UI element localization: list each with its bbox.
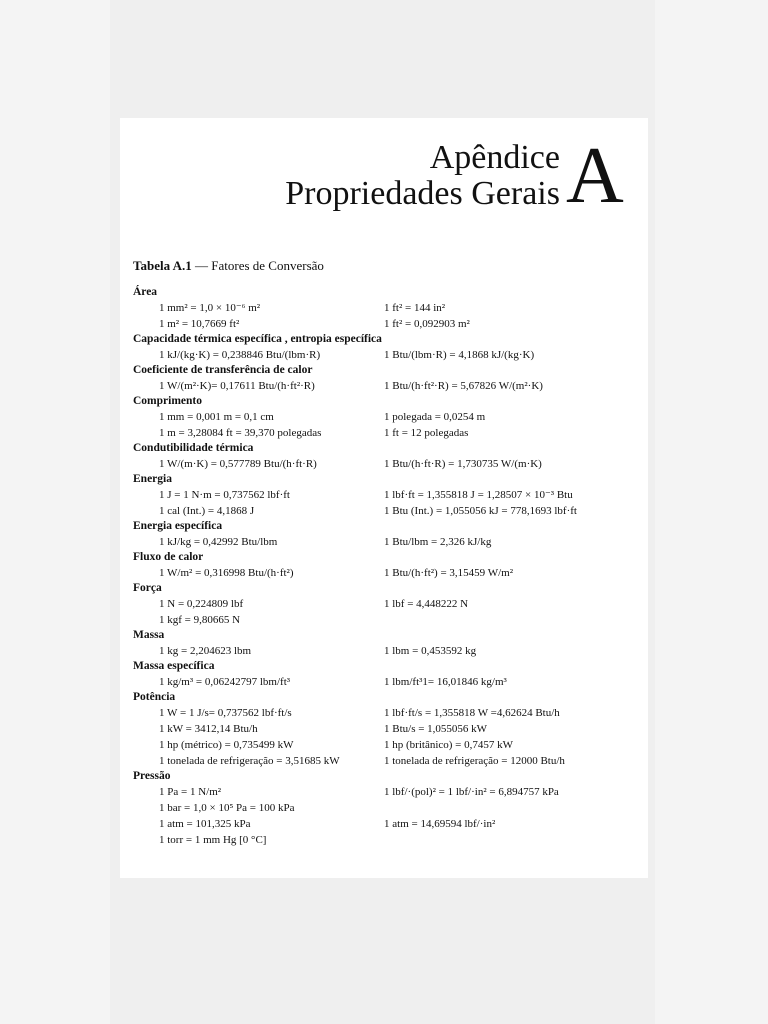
english-conversion: 1 Btu/(h·ft²·R) = 5,67826 W/(m²·K) bbox=[384, 380, 543, 392]
section-title: Energia bbox=[133, 473, 172, 485]
table-caption bbox=[133, 258, 324, 274]
conversion-section bbox=[133, 550, 653, 581]
english-conversion: 1 ft² = 144 in² bbox=[384, 302, 446, 314]
conversion-row bbox=[133, 565, 653, 581]
english-conversion: 1 lbf·ft = 1,355818 J = 1,28507 × 10⁻³ Btu bbox=[384, 489, 573, 501]
appendix-title: Apêndice bbox=[429, 139, 560, 176]
conversion-row bbox=[133, 721, 653, 737]
table-label: Tabela A.1 bbox=[133, 258, 192, 273]
si-conversion: 1 J = 1 N·m = 0,737562 lbf·ft bbox=[159, 489, 290, 501]
si-conversion: 1 N = 0,224809 lbf bbox=[159, 598, 244, 610]
si-conversion: 1 W = 1 J/s= 0,737562 lbf·ft/s bbox=[159, 707, 292, 719]
conversion-row bbox=[133, 816, 653, 832]
si-conversion: 1 hp (métrico) = 0,735499 kW bbox=[159, 739, 294, 751]
english-conversion: 1 lbf = 4,448222 N bbox=[384, 598, 469, 610]
section-title: Massa bbox=[133, 629, 165, 641]
section-title: Fluxo de calor bbox=[133, 551, 204, 563]
conversion-row bbox=[133, 409, 653, 425]
section-title: Força bbox=[133, 582, 162, 594]
conversion-row bbox=[133, 456, 653, 472]
conversion-row bbox=[133, 425, 653, 441]
conversion-section bbox=[133, 519, 653, 550]
section-title: Coeficiente de transferência de calor bbox=[133, 364, 313, 376]
conversion-row bbox=[133, 737, 653, 753]
english-conversion: 1 lbf/·(pol)² = 1 lbf/·in² = 6,894757 kPa bbox=[384, 786, 559, 798]
english-conversion: 1 atm = 14,69594 lbf/·in² bbox=[384, 818, 496, 830]
appendix-letter: A bbox=[566, 132, 624, 220]
si-conversion: 1 kgf = 9,80665 N bbox=[159, 614, 241, 626]
section-title: Potência bbox=[133, 691, 176, 703]
si-conversion: 1 mm = 0,001 m = 0,1 cm bbox=[159, 411, 274, 423]
english-conversion: 1 hp (britânico) = 0,7457 kW bbox=[384, 739, 514, 751]
section-title: Capacidade térmica específica , entropia específica bbox=[133, 333, 382, 345]
english-conversion: 1 Btu/(lbm·R) = 4,1868 kJ/(kg·K) bbox=[384, 349, 535, 361]
english-conversion: 1 tonelada de refrigeração = 12000 Btu/h bbox=[384, 755, 565, 767]
conversion-row bbox=[133, 784, 653, 800]
conversion-row bbox=[133, 487, 653, 503]
conversion-row bbox=[133, 643, 653, 659]
section-title: Comprimento bbox=[133, 395, 202, 407]
english-conversion: 1 ft² = 0,092903 m² bbox=[384, 318, 470, 330]
si-conversion: 1 Pa = 1 N/m² bbox=[159, 786, 222, 798]
si-conversion: 1 kJ/kg = 0,42992 Btu/lbm bbox=[159, 536, 278, 548]
conversion-row bbox=[133, 347, 653, 363]
table-title: — Fatores de Conversão bbox=[191, 258, 324, 273]
conversion-section bbox=[133, 581, 653, 628]
si-conversion: 1 kg = 2,204623 lbm bbox=[159, 645, 252, 657]
si-conversion: 1 W/(m·K) = 0,577789 Btu/(h·ft·R) bbox=[159, 458, 317, 470]
english-conversion: 1 lbm = 0,453592 kg bbox=[384, 645, 477, 657]
si-conversion: 1 cal (Int.) = 4,1868 J bbox=[159, 505, 255, 517]
conversion-section bbox=[133, 769, 653, 848]
english-conversion: 1 polegada = 0,0254 m bbox=[384, 411, 486, 423]
conversion-section bbox=[133, 628, 653, 659]
si-conversion: 1 kW = 3412,14 Btu/h bbox=[159, 723, 258, 735]
section-title: Condutibilidade térmica bbox=[133, 442, 254, 454]
si-conversion: 1 kg/m³ = 0,06242797 lbm/ft³ bbox=[159, 676, 291, 688]
conversion-section bbox=[133, 394, 653, 441]
conversion-row bbox=[133, 612, 653, 628]
english-conversion: 1 Btu/lbm = 2,326 kJ/kg bbox=[384, 536, 492, 548]
conversion-section bbox=[133, 332, 653, 363]
conversion-row bbox=[133, 300, 653, 316]
english-conversion: 1 Btu/s = 1,055056 kW bbox=[384, 723, 488, 735]
conversion-table bbox=[133, 285, 653, 848]
conversion-section bbox=[133, 285, 653, 332]
conversion-row bbox=[133, 534, 653, 550]
english-conversion: 1 Btu/(h·ft²) = 3,15459 W/m² bbox=[384, 567, 514, 579]
si-conversion: 1 mm² = 1,0 × 10⁻⁶ m² bbox=[159, 302, 261, 314]
conversion-section bbox=[133, 441, 653, 472]
appendix-subtitle: Propriedades Gerais bbox=[285, 175, 560, 212]
conversion-row bbox=[133, 503, 653, 519]
conversion-section bbox=[133, 659, 653, 690]
english-conversion: 1 Btu/(h·ft·R) = 1,730735 W/(m·K) bbox=[384, 458, 542, 470]
si-conversion: 1 m = 3,28084 ft = 39,370 polegadas bbox=[159, 427, 322, 439]
si-conversion: 1 m² = 10,7669 ft² bbox=[159, 318, 240, 330]
si-conversion: 1 kJ/(kg·K) = 0,238846 Btu/(lbm·R) bbox=[159, 349, 321, 361]
si-conversion: 1 tonelada de refrigeração = 3,51685 kW bbox=[159, 755, 340, 767]
conversion-section bbox=[133, 690, 653, 769]
english-conversion: 1 Btu (Int.) = 1,055056 kJ = 778,1693 lbf·ft bbox=[384, 505, 577, 517]
section-title: Massa específica bbox=[133, 660, 215, 672]
conversion-row bbox=[133, 674, 653, 690]
appendix-heading bbox=[260, 140, 560, 212]
section-title: Área bbox=[133, 286, 158, 298]
conversion-row bbox=[133, 378, 653, 394]
english-conversion: 1 lbf·ft/s = 1,355818 W =4,62624 Btu/h bbox=[384, 707, 560, 719]
si-conversion: 1 W/(m²·K)= 0,17611 Btu/(h·ft²·R) bbox=[159, 380, 315, 392]
si-conversion: 1 torr = 1 mm Hg [0 °C] bbox=[159, 834, 267, 846]
conversion-row bbox=[133, 800, 653, 816]
conversion-row bbox=[133, 316, 653, 332]
conversion-row bbox=[133, 832, 653, 848]
conversion-row bbox=[133, 753, 653, 769]
si-conversion: 1 bar = 1,0 × 10⁵ Pa = 100 kPa bbox=[159, 802, 295, 814]
si-conversion: 1 atm = 101,325 kPa bbox=[159, 818, 251, 830]
conversion-row bbox=[133, 705, 653, 721]
conversion-section bbox=[133, 363, 653, 394]
si-conversion: 1 W/m² = 0,316998 Btu/(h·ft²) bbox=[159, 567, 294, 579]
english-conversion: 1 lbm/ft³1= 16,01846 kg/m³ bbox=[384, 676, 507, 688]
section-title: Pressão bbox=[133, 770, 171, 782]
english-conversion: 1 ft = 12 polegadas bbox=[384, 427, 469, 439]
conversion-row bbox=[133, 596, 653, 612]
section-title: Energia específica bbox=[133, 520, 223, 532]
conversion-section bbox=[133, 472, 653, 519]
